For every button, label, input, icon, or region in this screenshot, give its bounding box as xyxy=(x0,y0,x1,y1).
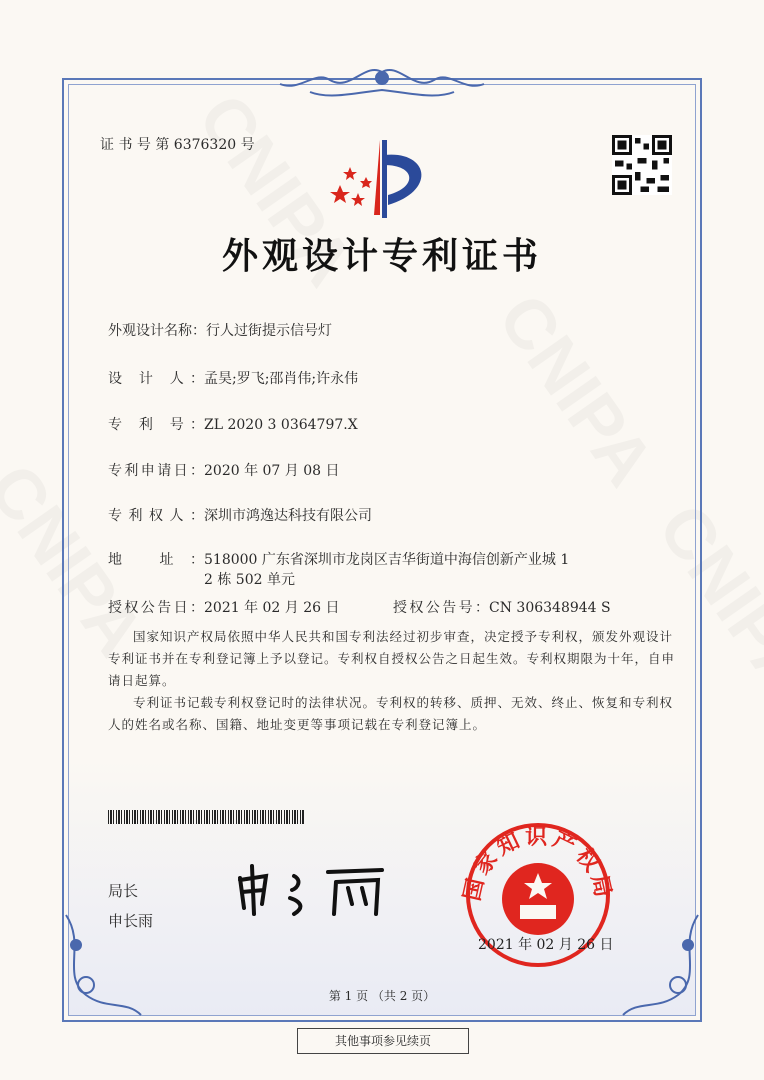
field-label: 外观设计名称： xyxy=(108,323,206,339)
field-value: CN 306348944 S xyxy=(489,600,611,616)
field-label: 地 址： xyxy=(108,552,204,568)
field-grant-number xyxy=(393,597,611,617)
top-ornament-icon xyxy=(270,62,494,102)
field-grant-date xyxy=(108,597,340,617)
director-block xyxy=(108,876,153,936)
field-designers xyxy=(108,368,358,388)
signature-icon xyxy=(232,858,392,918)
field-value: 孟昊;罗飞;邵肖伟;许永伟 xyxy=(204,371,359,387)
cnipa-logo-icon xyxy=(328,135,438,220)
legal-paragraph-2: 专利证书记载专利权登记时的法律状况。专利权的转移、质押、无效、终止、恢复和专利权人的姓名或名称、国籍、地址变更等事项记载在专利登记簿上。 xyxy=(108,695,674,732)
certificate-number: 证 书 号 第 6376320 号 xyxy=(100,137,255,153)
field-label: 授权公告号： xyxy=(393,600,489,616)
field-label: 专 利 号： xyxy=(108,417,204,433)
certificate-title: 外观设计专利证书 xyxy=(221,235,542,277)
director-name: 申长雨 xyxy=(108,912,154,930)
qr-code-icon xyxy=(612,135,672,195)
legal-paragraph-1: 国家知识产权局依照中华人民共和国专利法经过初步审查，决定授予专利权，颁发外观设计专利证书并在专利登记簿上予以登记。专利权自授权公告之日起生效。专利权期限为十年，自申请日起算。 xyxy=(108,629,676,688)
field-value: 深圳市鸿逸达科技有限公司 xyxy=(204,508,372,524)
seal-date: 2021 年 02 月 26 日 xyxy=(478,937,614,953)
field-value: 2020 年 07 月 08 日 xyxy=(204,463,340,479)
field-value: ZL 2020 3 0364797.X xyxy=(204,417,358,433)
seal-text: 国家知识产权局 xyxy=(459,823,617,904)
corner-ornament-right-icon xyxy=(618,905,708,1025)
page-number: 第 1 页 （共 2 页） xyxy=(328,989,436,1003)
director-title: 局长 xyxy=(108,882,139,900)
field-address xyxy=(108,550,569,590)
field-value: 518000 广东省深圳市龙岗区吉华街道中海信创新产业城 1 xyxy=(204,552,570,568)
field-patent-number xyxy=(108,414,358,434)
barcode-icon xyxy=(108,810,304,824)
field-patentee xyxy=(108,505,372,525)
field-label: 专利权人： xyxy=(108,508,204,524)
field-label: 授权公告日： xyxy=(108,600,204,616)
field-application-date xyxy=(108,460,340,480)
field-value: 行人过街提示信号灯 xyxy=(206,323,332,339)
field-value: 2021 年 02 月 26 日 xyxy=(204,600,340,616)
continue-note: 其他事项参见续页 xyxy=(297,1028,469,1054)
field-value-continued: 2 栋 502 单元 xyxy=(204,572,295,588)
field-design-name xyxy=(108,320,332,340)
field-label: 设 计 人： xyxy=(108,371,204,387)
field-label: 专利申请日： xyxy=(108,463,204,479)
